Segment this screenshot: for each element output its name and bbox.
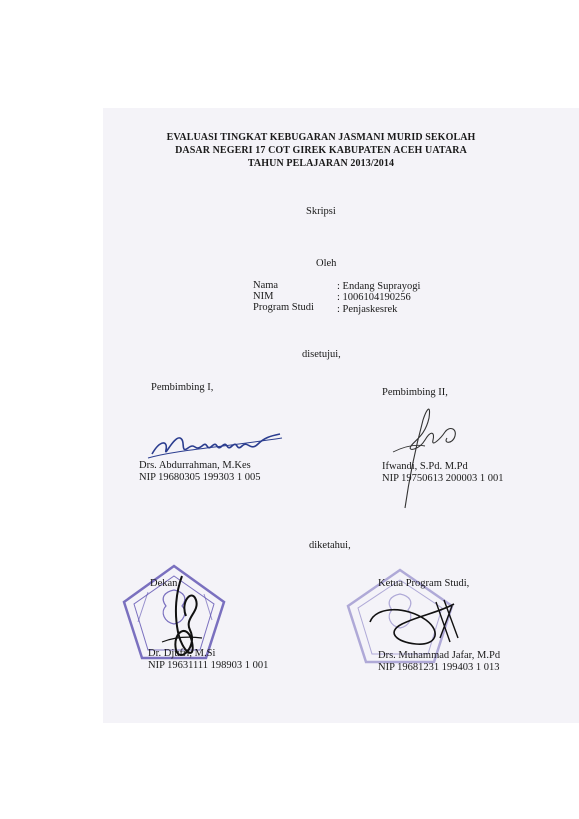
advisor2-nip: NIP 19750613 200003 1 001 (382, 473, 504, 484)
advisor2-name: Ifwandi, S.Pd. M.Pd (382, 461, 468, 472)
nim-label: NIM (253, 291, 274, 302)
by-label: Oleh (316, 258, 337, 269)
head-signature (366, 592, 466, 652)
head-name: Drs. Muhammad Jafar, M.Pd (378, 650, 501, 661)
title-line-2: DASAR NEGERI 17 COT GIREK KABUPATEN ACEH UATARA (175, 145, 467, 156)
title-line-3: TAHUN PELAJARAN 2013/2014 (247, 158, 395, 169)
approved-label: disetujui, (302, 349, 341, 360)
title-line-1: EVALUASI TINGKAT KEBUGARAN JASMANI MURID SEKOLAH (166, 132, 476, 143)
prodi-value: : Penjaskesrek (337, 304, 398, 315)
prodi-label: Program Studi (253, 302, 314, 313)
name-value: : Endang Suprayogi (337, 281, 421, 292)
head-nip: NIP 19681231 199403 1 013 (378, 662, 500, 673)
advisor1-nip: NIP 19680305 199303 1 005 (139, 472, 261, 483)
nim-value: : 1006104190256 (337, 292, 411, 303)
advisor2-signature (385, 400, 465, 512)
acknowledged-label: diketahui, (309, 540, 351, 551)
advisor1-name: Drs. Abdurrahman, M.Kes (139, 460, 251, 471)
name-label: Nama (253, 280, 279, 291)
dean-name: Dr. Djufri, M.Si (148, 648, 216, 659)
dean-nip: NIP 19631111 198903 1 001 (148, 660, 269, 671)
advisor1-signature (146, 428, 286, 462)
head-role: Ketua Program Studi, (378, 578, 470, 589)
advisor2-role: Pembimbing II, (382, 387, 448, 398)
dean-role: Dekan, (150, 578, 181, 589)
advisor1-role: Pembimbing I, (151, 382, 214, 393)
document-type: Skripsi (306, 206, 336, 217)
